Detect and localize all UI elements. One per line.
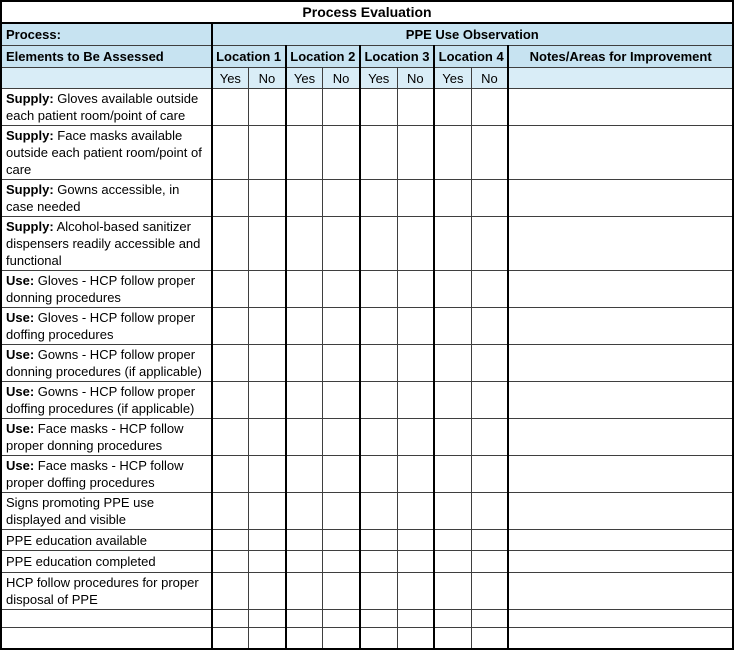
location-2-yes-cell[interactable] <box>286 308 323 345</box>
location-3-yes-cell[interactable] <box>360 271 397 308</box>
table-row <box>1 530 733 551</box>
location-4-no-cell[interactable] <box>471 180 508 217</box>
location-1-no-cell[interactable] <box>249 551 286 573</box>
location-2-yes-label: Yes <box>286 68 323 89</box>
location-1-yes-cell[interactable] <box>212 628 249 649</box>
location-1-no-cell[interactable] <box>249 610 286 628</box>
notes-cell[interactable] <box>508 217 733 271</box>
location-1-no-cell[interactable] <box>249 126 286 180</box>
location-1-no-label: No <box>249 68 286 89</box>
location-3-yes-cell[interactable] <box>360 493 397 530</box>
location-1-no-cell[interactable] <box>249 419 286 456</box>
location-1-no-cell[interactable] <box>249 180 286 217</box>
location-2-yes-cell[interactable] <box>286 271 323 308</box>
location-1-no-cell[interactable] <box>249 530 286 551</box>
row-label-text: Gowns accessible, in case needed <box>6 182 180 214</box>
process-field-cell[interactable] <box>1 23 212 46</box>
location-2-yes-cell[interactable] <box>286 530 323 551</box>
notes-cell[interactable] <box>508 551 733 573</box>
location-3-no-cell[interactable] <box>397 382 434 419</box>
table-row <box>1 345 733 382</box>
location-4-yes-cell[interactable] <box>434 345 471 382</box>
table-row <box>1 271 733 308</box>
location-2-no-cell[interactable] <box>323 308 360 345</box>
yes-no-row-notes-spacer-cell <box>508 68 733 89</box>
location-2-yes-cell[interactable] <box>286 610 323 628</box>
location-2-no-cell[interactable] <box>323 271 360 308</box>
location-2-no-cell[interactable] <box>323 628 360 649</box>
process-row <box>1 23 733 46</box>
table-row <box>1 217 733 271</box>
table-row <box>1 308 733 345</box>
row-label-cell <box>1 530 212 551</box>
row-label-cell <box>1 551 212 573</box>
location-4-yes-cell[interactable] <box>434 456 471 493</box>
location-2-yes-cell[interactable] <box>286 573 323 610</box>
row-label-cell <box>1 308 212 345</box>
location-4-no-cell[interactable] <box>471 530 508 551</box>
row-label-cell <box>1 89 212 126</box>
location-2-no-cell[interactable] <box>323 573 360 610</box>
location-4-yes-cell[interactable] <box>434 628 471 649</box>
location-4-no-cell[interactable] <box>471 382 508 419</box>
row-label-prefix: Supply: <box>6 91 54 106</box>
location-2-no-label: No <box>323 68 360 89</box>
location-3-yes-cell[interactable] <box>360 217 397 271</box>
location-4-yes-cell[interactable] <box>434 573 471 610</box>
location-3-yes-cell[interactable] <box>360 628 397 649</box>
location-3-no-cell[interactable] <box>397 419 434 456</box>
table-row <box>1 628 733 649</box>
location-1-yes-label: Yes <box>212 68 249 89</box>
notes-cell[interactable] <box>508 628 733 649</box>
table-row <box>1 126 733 180</box>
location-3-yes-cell[interactable] <box>360 419 397 456</box>
location-2-no-cell[interactable] <box>323 530 360 551</box>
notes-cell[interactable] <box>508 493 733 530</box>
table-row <box>1 382 733 419</box>
location-4-no-cell[interactable] <box>471 345 508 382</box>
location-3-no-cell[interactable] <box>397 530 434 551</box>
location-4-yes-cell[interactable] <box>434 419 471 456</box>
row-label-prefix: Use: <box>6 421 35 436</box>
location-2-yes-cell[interactable] <box>286 419 323 456</box>
notes-header: Notes/Areas for Improvement <box>508 46 733 68</box>
location-3-no-cell[interactable] <box>397 551 434 573</box>
location-3-yes-cell[interactable] <box>360 126 397 180</box>
location-4-no-cell[interactable] <box>471 551 508 573</box>
location-3-yes-cell[interactable] <box>360 345 397 382</box>
location-2-header: Location 2 <box>286 46 360 68</box>
row-label-text: Gloves - HCP follow proper donning procedures <box>6 273 196 305</box>
row-label-prefix: Use: <box>6 458 35 473</box>
table-row <box>1 89 733 126</box>
location-4-header: Location 4 <box>434 46 508 68</box>
location-1-no-cell[interactable] <box>249 456 286 493</box>
location-1-no-cell[interactable] <box>249 217 286 271</box>
row-label-text: Gowns - HCP follow proper doffing procedures (if applicable) <box>6 384 196 416</box>
row-label-cell <box>1 628 212 649</box>
location-2-no-cell[interactable] <box>323 180 360 217</box>
row-label-text: Gowns - HCP follow proper donning procedures (if applicable) <box>6 347 202 379</box>
location-3-no-cell[interactable] <box>397 180 434 217</box>
row-label-prefix: Supply: <box>6 219 54 234</box>
location-3-no-label: No <box>397 68 434 89</box>
location-3-no-cell[interactable] <box>397 573 434 610</box>
location-4-no-label: No <box>471 68 508 89</box>
location-2-no-cell[interactable] <box>323 551 360 573</box>
row-label-cell <box>1 345 212 382</box>
notes-cell[interactable] <box>508 456 733 493</box>
row-label-cell <box>1 456 212 493</box>
row-label-cell <box>1 271 212 308</box>
table-title: Process Evaluation <box>1 1 733 23</box>
location-3-yes-cell[interactable] <box>360 89 397 126</box>
process-label: Process: <box>6 27 61 42</box>
row-label-cell <box>1 126 212 180</box>
row-label-prefix: Use: <box>6 273 35 288</box>
notes-cell[interactable] <box>508 419 733 456</box>
location-1-yes-cell[interactable] <box>212 126 249 180</box>
location-4-yes-cell[interactable] <box>434 308 471 345</box>
location-1-no-cell[interactable] <box>249 628 286 649</box>
yes-no-header-row <box>1 68 733 89</box>
row-label-text: Face masks available outside each patient room/point of care <box>6 128 202 177</box>
notes-cell[interactable] <box>508 271 733 308</box>
row-label-cell <box>1 493 212 530</box>
location-3-no-cell[interactable] <box>397 493 434 530</box>
location-4-yes-cell[interactable] <box>434 217 471 271</box>
location-2-no-cell[interactable] <box>323 89 360 126</box>
location-3-no-cell[interactable] <box>397 126 434 180</box>
location-3-yes-label: Yes <box>360 68 397 89</box>
location-2-no-cell[interactable] <box>323 493 360 530</box>
location-3-no-cell[interactable] <box>397 308 434 345</box>
location-1-header: Location 1 <box>212 46 286 68</box>
location-1-no-cell[interactable] <box>249 271 286 308</box>
location-1-yes-cell[interactable] <box>212 180 249 217</box>
location-1-yes-cell[interactable] <box>212 382 249 419</box>
location-1-yes-cell[interactable] <box>212 271 249 308</box>
location-3-no-cell[interactable] <box>397 628 434 649</box>
row-label-prefix: Supply: <box>6 128 54 143</box>
row-label-text: Signs promoting PPE use displayed and visible <box>6 495 155 527</box>
location-1-no-cell[interactable] <box>249 573 286 610</box>
location-3-yes-cell[interactable] <box>360 551 397 573</box>
location-2-yes-cell[interactable] <box>286 628 323 649</box>
location-3-no-cell[interactable] <box>397 271 434 308</box>
location-4-yes-cell[interactable] <box>434 382 471 419</box>
location-4-yes-cell[interactable] <box>434 493 471 530</box>
location-4-yes-label: Yes <box>434 68 471 89</box>
location-4-yes-cell[interactable] <box>434 180 471 217</box>
location-4-yes-cell[interactable] <box>434 271 471 308</box>
location-1-yes-cell[interactable] <box>212 530 249 551</box>
row-label-text: PPE education completed <box>6 554 156 569</box>
row-label-prefix: Use: <box>6 384 35 399</box>
location-1-yes-cell[interactable] <box>212 493 249 530</box>
location-4-yes-cell[interactable] <box>434 610 471 628</box>
elements-to-be-assessed-header: Elements to Be Assessed <box>1 46 212 68</box>
row-label-prefix: Use: <box>6 347 35 362</box>
row-label-text: Gloves - HCP follow proper doffing procedures <box>6 310 196 342</box>
location-1-yes-cell[interactable] <box>212 551 249 573</box>
location-2-yes-cell[interactable] <box>286 551 323 573</box>
notes-cell[interactable] <box>508 382 733 419</box>
location-2-yes-cell[interactable] <box>286 382 323 419</box>
location-3-yes-cell[interactable] <box>360 308 397 345</box>
table-row <box>1 419 733 456</box>
table-row <box>1 573 733 610</box>
location-2-no-cell[interactable] <box>323 217 360 271</box>
location-2-no-cell[interactable] <box>323 456 360 493</box>
row-label-cell <box>1 382 212 419</box>
location-4-no-cell[interactable] <box>471 89 508 126</box>
location-3-no-cell[interactable] <box>397 610 434 628</box>
location-4-yes-cell[interactable] <box>434 551 471 573</box>
table-row <box>1 610 733 628</box>
notes-cell[interactable] <box>508 345 733 382</box>
location-4-no-cell[interactable] <box>471 271 508 308</box>
notes-cell[interactable] <box>508 308 733 345</box>
row-label-prefix: Use: <box>6 310 35 325</box>
location-4-no-cell[interactable] <box>471 573 508 610</box>
yes-no-row-spacer-cell <box>1 68 212 89</box>
location-4-no-cell[interactable] <box>471 308 508 345</box>
location-4-no-cell[interactable] <box>471 126 508 180</box>
location-2-yes-cell[interactable] <box>286 126 323 180</box>
location-1-yes-cell[interactable] <box>212 610 249 628</box>
row-label-cell <box>1 610 212 628</box>
location-4-yes-cell[interactable] <box>434 530 471 551</box>
row-label-cell <box>1 217 212 271</box>
location-3-yes-cell[interactable] <box>360 530 397 551</box>
location-4-no-cell[interactable] <box>471 628 508 649</box>
row-label-text: Alcohol-based sanitizer dispensers readily accessible and functional <box>6 219 201 268</box>
location-2-yes-cell[interactable] <box>286 493 323 530</box>
location-2-yes-cell[interactable] <box>286 217 323 271</box>
location-2-no-cell[interactable] <box>323 610 360 628</box>
table-row <box>1 551 733 573</box>
location-1-yes-cell[interactable] <box>212 419 249 456</box>
row-label-text: Face masks - HCP follow proper doffing procedures <box>6 458 184 490</box>
location-1-no-cell[interactable] <box>249 382 286 419</box>
location-1-yes-cell[interactable] <box>212 456 249 493</box>
table-row <box>1 180 733 217</box>
location-3-yes-cell[interactable] <box>360 382 397 419</box>
notes-cell[interactable] <box>508 530 733 551</box>
notes-cell[interactable] <box>508 180 733 217</box>
notes-cell[interactable] <box>508 126 733 180</box>
location-2-yes-cell[interactable] <box>286 180 323 217</box>
notes-cell[interactable] <box>508 89 733 126</box>
location-3-yes-cell[interactable] <box>360 573 397 610</box>
table-row <box>1 456 733 493</box>
row-label-cell <box>1 419 212 456</box>
row-label-text: Face masks - HCP follow proper donning procedures <box>6 421 184 453</box>
location-1-no-cell[interactable] <box>249 345 286 382</box>
column-header-row <box>1 46 733 68</box>
location-1-yes-cell[interactable] <box>212 217 249 271</box>
row-label-text: PPE education available <box>6 532 147 548</box>
location-2-no-cell[interactable] <box>323 382 360 419</box>
location-3-yes-cell[interactable] <box>360 180 397 217</box>
location-3-yes-cell[interactable] <box>360 456 397 493</box>
row-label-text: Gloves available outside each patient room/point of care <box>6 91 199 123</box>
location-1-no-cell[interactable] <box>249 89 286 126</box>
row-label-cell <box>1 573 212 610</box>
location-1-yes-cell[interactable] <box>212 345 249 382</box>
location-3-no-cell[interactable] <box>397 89 434 126</box>
location-4-yes-cell[interactable] <box>434 126 471 180</box>
location-4-no-cell[interactable] <box>471 217 508 271</box>
notes-cell[interactable] <box>508 610 733 628</box>
location-4-yes-cell[interactable] <box>434 89 471 126</box>
location-4-no-cell[interactable] <box>471 456 508 493</box>
location-2-yes-cell[interactable] <box>286 345 323 382</box>
table-row <box>1 493 733 530</box>
location-2-no-cell[interactable] <box>323 345 360 382</box>
location-1-yes-cell[interactable] <box>212 89 249 126</box>
notes-cell[interactable] <box>508 573 733 610</box>
title-row <box>1 1 733 23</box>
location-4-no-cell[interactable] <box>471 493 508 530</box>
location-3-header: Location 3 <box>360 46 434 68</box>
location-1-yes-cell[interactable] <box>212 308 249 345</box>
ppe-use-observation-header: PPE Use Observation <box>212 23 733 46</box>
location-3-no-cell[interactable] <box>397 217 434 271</box>
location-2-yes-cell[interactable] <box>286 89 323 126</box>
location-1-yes-cell[interactable] <box>212 573 249 610</box>
location-2-no-cell[interactable] <box>323 419 360 456</box>
location-3-no-cell[interactable] <box>397 456 434 493</box>
location-2-yes-cell[interactable] <box>286 456 323 493</box>
location-4-no-cell[interactable] <box>471 610 508 628</box>
location-3-yes-cell[interactable] <box>360 610 397 628</box>
location-1-no-cell[interactable] <box>249 493 286 530</box>
location-3-no-cell[interactable] <box>397 345 434 382</box>
location-4-no-cell[interactable] <box>471 419 508 456</box>
row-label-prefix: Supply: <box>6 182 54 197</box>
location-1-no-cell[interactable] <box>249 308 286 345</box>
location-2-no-cell[interactable] <box>323 126 360 180</box>
row-label-cell <box>1 180 212 217</box>
row-label-text: HCP follow procedures for proper disposal of PPE <box>6 575 199 607</box>
